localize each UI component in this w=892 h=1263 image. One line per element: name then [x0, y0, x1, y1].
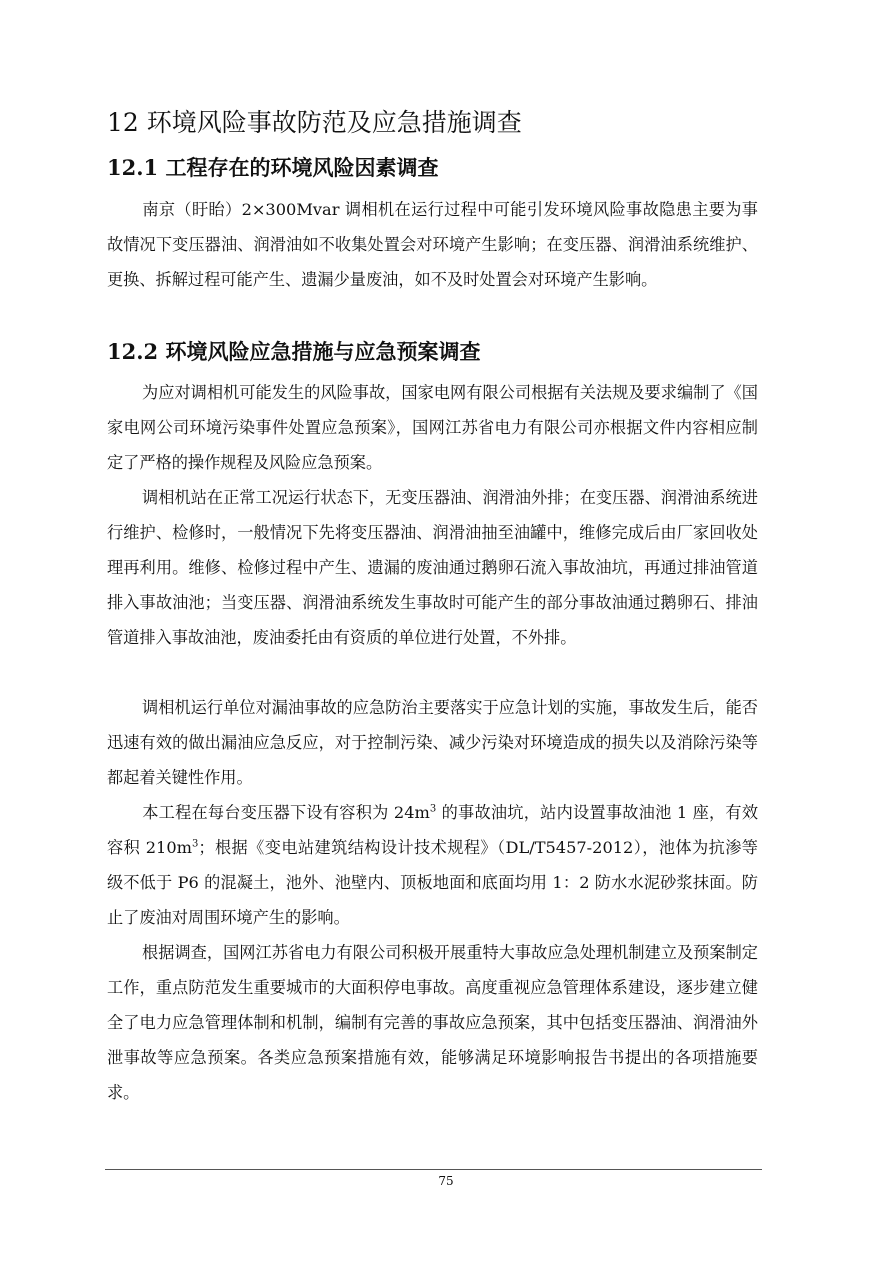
- paragraph-risk-factors: [107, 192, 758, 297]
- superscript-3: 3: [429, 803, 437, 815]
- chapter-heading: 12 环境风险事故防范及应急措施调查: [107, 108, 522, 137]
- section-12-1-heading: 12.1 工程存在的环境风险因素调查: [107, 155, 439, 180]
- volume-text-c: ；根据《变电站建筑结构设计技术规程》（DL/T5457-2012），池体为抗渗等级不低于 P6 的混凝土，池外、池壁内、顶板地面和底面均用 1：2 防水水泥砂浆抹面。防止了废油对周围环境产生的影响。: [107, 838, 758, 927]
- paragraph-emergency-plan: [107, 375, 758, 480]
- superscript-3: 3: [191, 838, 199, 850]
- volume-text-b: 的事故油坑，站内设置事故油池 1 座，有效容积 210m: [107, 803, 759, 857]
- paragraph-normal-operation: [107, 480, 758, 655]
- paragraph-leak-prevention-text: 调相机运行单位对漏油事故的应急防治主要落实于应急计划的实施，事故发生后，能否迅速有效的做出漏油应急反应，对于控制污染、减少污染对环境造成的损失以及消除污染等都起着关键性作用。: [107, 698, 758, 787]
- paragraph-normal-operation-text: 调相机站在正常工况运行状态下，无变压器油、润滑油外排；在变压器、润滑油系统进行维护、检修时，一般情况下先将变压器油、润滑油抽至油罐中，维修完成后由厂家回收处理再利用。维修、检修过程中产生、遗漏的废油通过鹅卵石流入事故油坑，再通过排油管道排入事故油池；当变压器、润滑油系统发生事故时可能产生的部分事故油通过鹅卵石、排油管道排入事故油池，废油委托由有资质的单位进行处置，不外排。: [107, 488, 758, 647]
- paragraph-leak-prevention: [107, 690, 758, 795]
- page-number: 75: [438, 1174, 454, 1188]
- paragraph-risk-factors-text: 南京（盱眙）2×300Mvar 调相机在运行过程中可能引发环境风险事故隐患主要为事故情况下变压器油、润滑油如不收集处置会对环境产生影响；在变压器、润滑油系统维护、更换、拆解过程可能产生、遗漏少量废油，如不及时处置会对环境产生影响。: [107, 200, 758, 289]
- paragraph-investigation-conclusion: [107, 935, 758, 1110]
- paragraph-investigation-conclusion-text: 根据调查，国网江苏省电力有限公司积极开展重特大事故应急处理机制建立及预案制定工作，重点防范发生重要城市的大面积停电事故。高度重视应急管理体系建设，逐步建立健全了电力应急管理体制和机制，编制有完善的事故应急预案，其中包括变压器油、润滑油外泄事故等应急预案。各类应急预案措施有效，能够满足环境影响报告书提出的各项措施要求。: [107, 943, 758, 1102]
- footer-divider: [105, 1169, 762, 1170]
- section-12-2-heading: 12.2 环境风险应急措施与应急预案调查: [107, 339, 481, 364]
- paragraph-oil-pit-volume: [107, 795, 758, 935]
- paragraph-emergency-plan-text: 为应对调相机可能发生的风险事故，国家电网有限公司根据有关法规及要求编制了《国家电网公司环境污染事件处置应急预案》，国网江苏省电力有限公司亦根据文件内容相应制定了严格的操作规程及风险应急预案。: [107, 383, 758, 472]
- volume-text-a: 本工程在每台变压器下设有容积为 24m: [142, 803, 430, 822]
